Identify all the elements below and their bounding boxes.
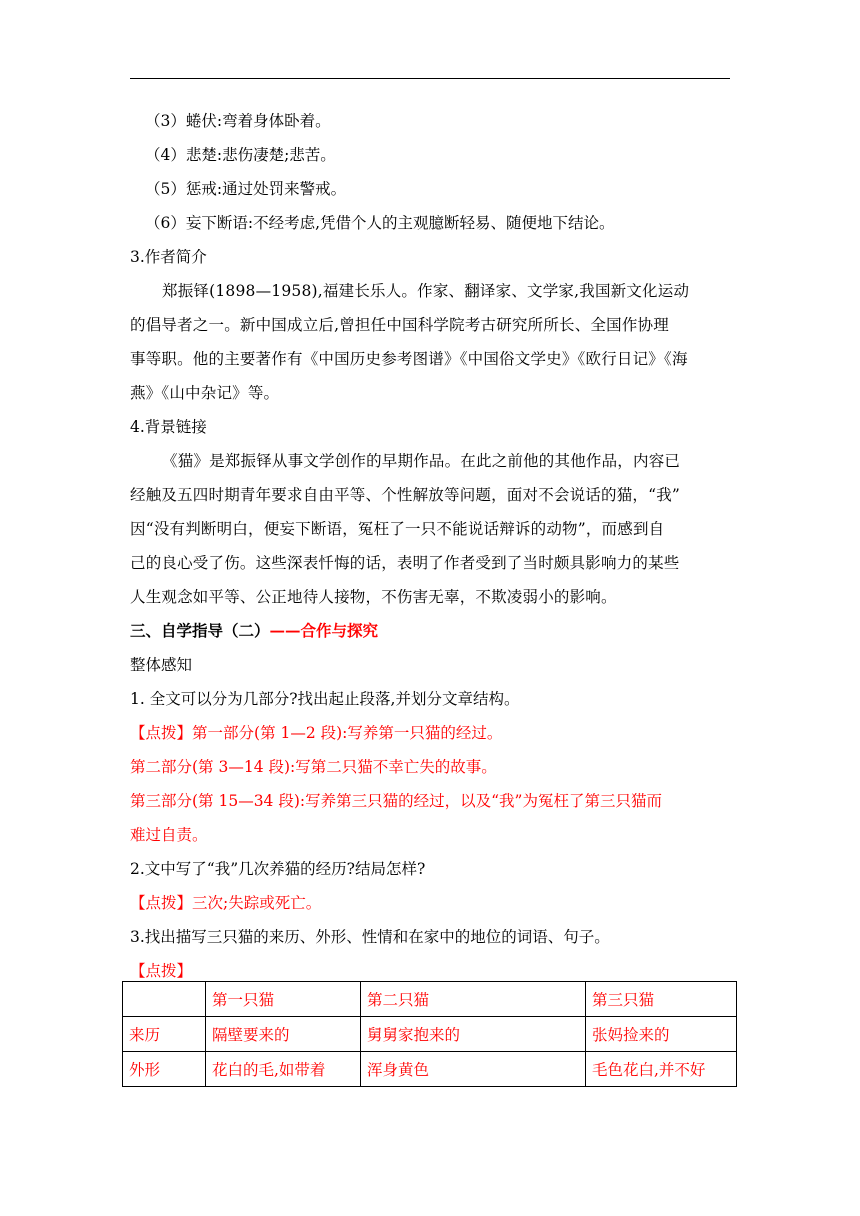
hint-label: 【点拨】 bbox=[130, 724, 193, 742]
table-cell: 外形 bbox=[123, 1052, 206, 1087]
question-2-answer bbox=[130, 886, 740, 920]
cats-comparison-table bbox=[122, 981, 737, 1087]
background-line: 经触及五四时期青年要求自由平等、个性解放等问题，面对不会说话的猫，“我” bbox=[130, 486, 681, 504]
answer-part-2: 第二部分(第 3—14 段):写第二只猫不幸亡失的故事。 bbox=[130, 758, 497, 776]
table-cell: 舅舅家抱来的 bbox=[361, 1017, 586, 1052]
definition-5: （5）惩戒:通过处罚来警戒。 bbox=[145, 180, 347, 198]
definition-4: （4）悲楚:悲伤凄楚;悲苦。 bbox=[145, 146, 336, 164]
table-header-cell: 第二只猫 bbox=[361, 982, 586, 1017]
question-1: 1. 全文可以分为几部分?找出起止段落,并划分文章结构。 bbox=[130, 690, 520, 708]
question-3-hint: 【点拨】 bbox=[130, 962, 193, 980]
table-cell: 隔壁要来的 bbox=[206, 1017, 361, 1052]
table-row bbox=[123, 1052, 737, 1087]
background-line: 己的良心受了伤。这些深表忏悔的话，表明了作者受到了当时颇具影响力的某些 bbox=[130, 554, 680, 572]
author-line: 事等职。他的主要著作有《中国历史参考图谱》《中国俗文学史》《欧行日记》《海 bbox=[130, 350, 688, 368]
table-header-cell: 第一只猫 bbox=[206, 982, 361, 1017]
background-line: 《猫》是郑振铎从事文学创作的早期作品。在此之前他的其他作品，内容已 bbox=[162, 452, 681, 470]
definition-3: （3）蜷伏:弯着身体卧着。 bbox=[145, 112, 331, 130]
table-cell: 浑身黄色 bbox=[361, 1052, 586, 1087]
table-header-cell: 第三只猫 bbox=[586, 982, 737, 1017]
section-heading bbox=[130, 614, 740, 648]
answer-text: 三次;失踪或死亡。 bbox=[192, 894, 322, 912]
question-3: 3.找出描写三只猫的来历、外形、性情和在家中的地位的词语、句子。 bbox=[130, 928, 610, 946]
section-heading-sub: ——合作与探究 bbox=[269, 621, 379, 640]
question-2: 2.文中写了“我”几次养猫的经历?结局怎样? bbox=[130, 860, 426, 878]
table-cell: 来历 bbox=[123, 1017, 206, 1052]
definition-6: （6）妄下断语:不经考虑,凭借个人的主观臆断轻易、随便地下结论。 bbox=[145, 214, 615, 232]
question-1-answer bbox=[130, 716, 740, 750]
author-line: 燕》《山中杂记》等。 bbox=[130, 384, 280, 402]
overview-subheading: 整体感知 bbox=[130, 656, 193, 674]
section-heading-main: 三、自学指导（二） bbox=[130, 621, 270, 640]
table-header-row bbox=[123, 982, 737, 1017]
table-cell: 张妈捡来的 bbox=[586, 1017, 737, 1052]
author-line: 郑振铎(1898—1958),福建长乐人。作家、翻译家、文学家,我国新文化运动 bbox=[162, 282, 690, 300]
hint-label: 【点拨】 bbox=[130, 894, 193, 912]
table-row bbox=[123, 1017, 737, 1052]
answer-part-3-cont: 难过自责。 bbox=[130, 826, 208, 844]
header-rule bbox=[130, 78, 730, 79]
author-heading: 3.作者简介 bbox=[130, 248, 207, 266]
author-paragraph bbox=[130, 274, 740, 410]
answer-part-1: 第一部分(第 1—2 段):写养第一只猫的经过。 bbox=[192, 724, 503, 742]
background-line: 人生观念如平等、公正地待人接物，不伤害无辜，不欺凌弱小的影响。 bbox=[130, 588, 617, 606]
answer-part-3: 第三部分(第 15—34 段):写养第三只猫的经过，以及“我”为冤枉了第三只猫而 bbox=[130, 792, 662, 810]
table-header-cell bbox=[123, 982, 206, 1017]
background-line: 因“没有判断明白，便妄下断语，冤枉了一只不能说话辩诉的动物”，而感到自 bbox=[130, 520, 665, 538]
background-paragraph bbox=[130, 444, 740, 614]
author-line: 的倡导者之一。新中国成立后,曾担任中国科学院考古研究所所长、全国作协理 bbox=[130, 316, 669, 334]
background-heading: 4.背景链接 bbox=[130, 418, 207, 436]
table-cell: 毛色花白,并不好 bbox=[586, 1052, 737, 1087]
table-cell: 花白的毛,如带着 bbox=[206, 1052, 361, 1087]
document-body bbox=[130, 104, 740, 988]
